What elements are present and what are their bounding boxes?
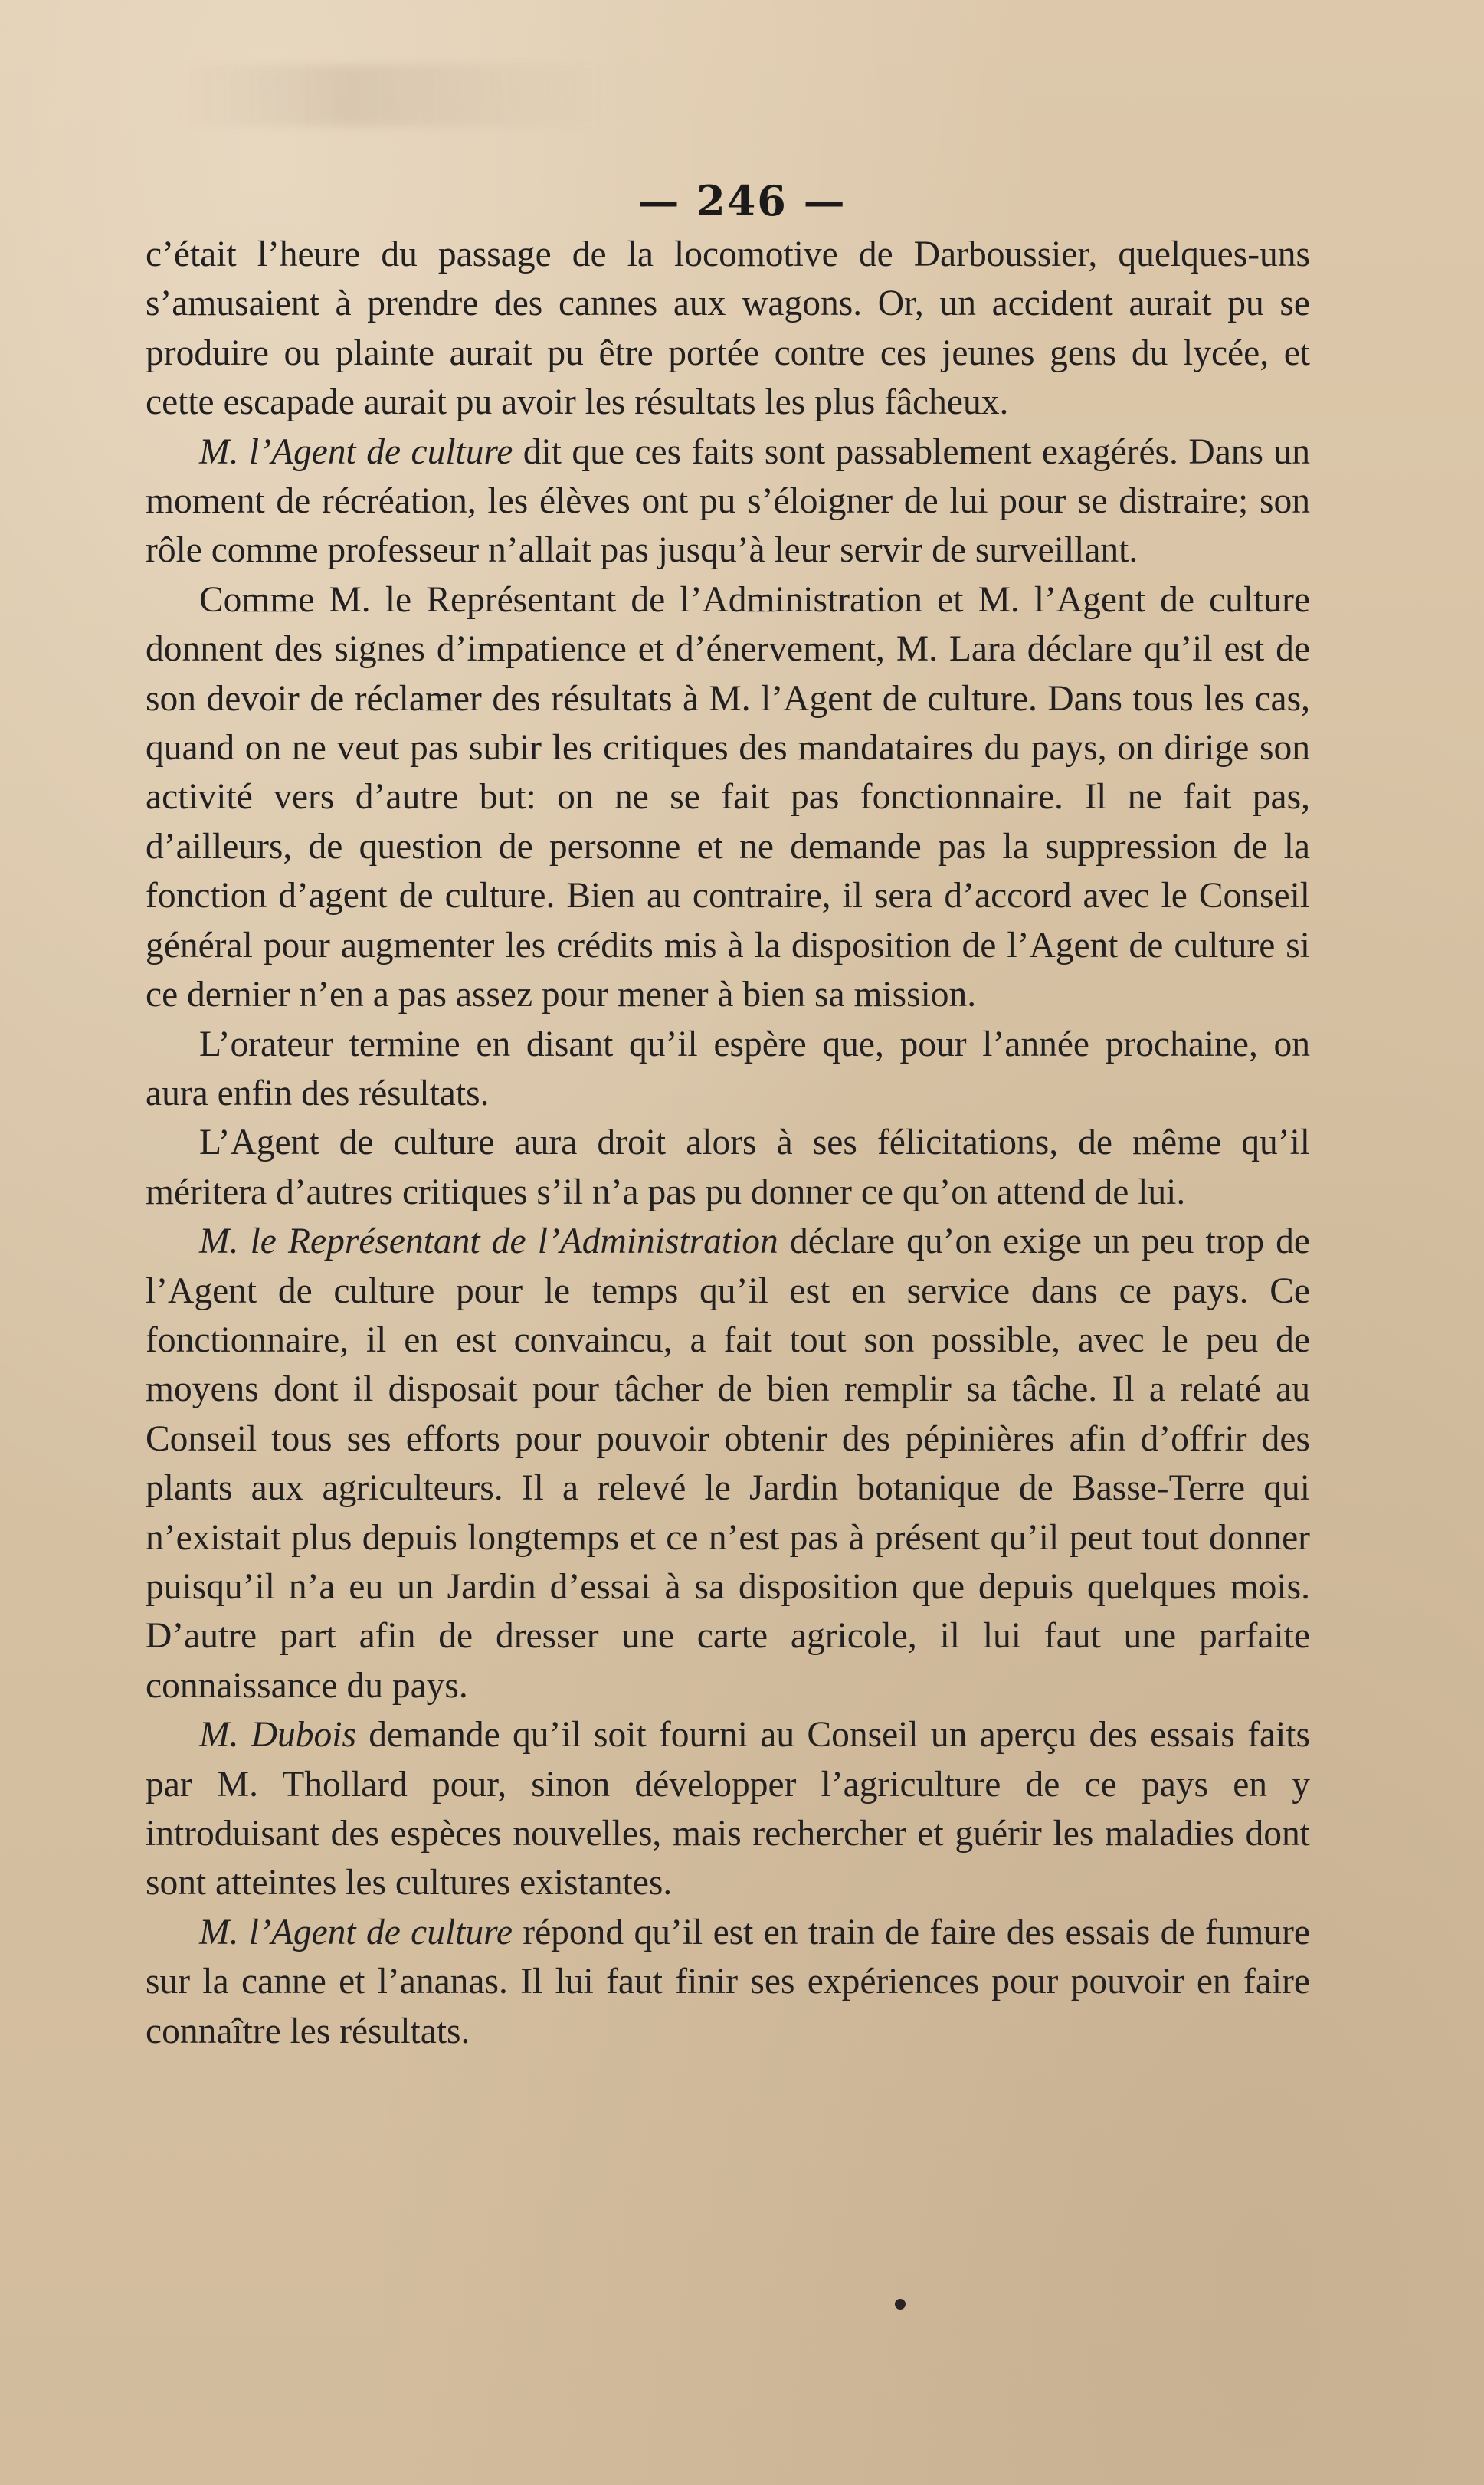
paragraph [146, 1118, 1310, 1217]
paper-stain [176, 65, 605, 126]
paragraph-text: Comme M. le Représentant de l’Administration et M. l’Agent de culture donnent des signes d’impatience et d’énervement, M. Lara déclare qu’il est de son devoir de réclamer des résultats à M. l’Agent de culture. Dans tous les cas, quand on ne veut pas subir les critiques des mandataires du pays, on dirige son activité vers d’autre but: on ne se fait pas fonctionnaire. Il ne fait pas, d’ailleurs, de question de personne et ne demande pas la suppression de la fonction d’agent de culture. Bien au contraire, il sera d’accord avec le Conseil général pour augmenter les crédits mis à la disposition de l’Agent de culture si ce dernier n’en a pas assez pour mener à bien sa mission. [146, 579, 1310, 1015]
page-number: — 246 — [637, 176, 847, 225]
paragraph [146, 428, 1310, 575]
paragraph-text: répond qu’il est en train de faire des essais de fumure sur la canne et l’ananas. Il lui faut finir ses expériences pour pouvoir en faire connaître les résultats. [146, 1912, 1310, 2051]
speaker-name: M. Dubois [199, 1715, 356, 1756]
paragraph-text: dit que ces faits sont passablement exagérés. Dans un moment de récréation, les élèves ont pu s’éloigner de lui pour se distraire; son rôle comme professeur n’allait pas jusqu’à leur servir de surveillant. [146, 431, 1310, 571]
paragraph [146, 1908, 1310, 2056]
paragraph-text: c’était l’heure du passage de la locomotive de Darboussier, quelques-uns s’amusaient à prendre des cannes aux wagons. Or, un accident aurait pu se produire ou plainte aurait pu être portée contre ces jeunes gens du lycée, et cette escapade aurait pu avoir les résultats les plus fâcheux. [146, 234, 1310, 423]
body-text [146, 230, 1310, 2056]
speaker-name: M. l’Agent de culture [199, 1912, 513, 1952]
ink-dot [895, 2299, 906, 2310]
paragraph [146, 1020, 1310, 1119]
paragraph-text: L’orateur termine en disant qu’il espère que, pour l’année prochaine, on aura enfin des résultats. [146, 1024, 1310, 1113]
paragraph-text: déclare qu’on exige un peu trop de l’Agent de culture pour le temps qu’il est en service dans ce pays. Ce fonctionnaire, il en est convaincu, a fait tout son possible, avec le peu de moyens dont il disposait pour tâcher de bien remplir sa tâche. Il a relaté au Conseil tous ses efforts pour pouvoir obtenir des pépinières afin d’offrir des plants aux agriculteurs. Il a relevé le Jardin botanique de Basse-Terre qui n’existait plus depuis longtemps et ce n’est pas à présent qu’il peut tout donner puisqu’il n’a eu un Jardin d’essai à sa disposition que depuis quelques mois. D’autre part afin de dresser une carte agricole, il lui faut une parfaite connaissance du pays. [146, 1221, 1310, 1706]
paragraph [146, 1217, 1310, 1710]
paragraph-text: L’Agent de culture aura droit alors à ses félicitations, de même qu’il méritera d’autres critiques s’il n’a pas pu donner ce qu’on attend de lui. [146, 1123, 1310, 1212]
paragraph-text: demande qu’il soit fourni au Conseil un aperçu des essais faits par M. Thollard pour, sinon développer l’agriculture de ce pays en y introduisant des espèces nouvelles, mais rechercher et guérir les maladies dont sont atteintes les cultures existantes. [146, 1715, 1310, 1903]
paragraph [146, 575, 1310, 1020]
paragraph [146, 1710, 1310, 1908]
paragraph [146, 230, 1310, 428]
speaker-name: M. le Représentant de l’Administration [199, 1221, 778, 1262]
speaker-name: M. l’Agent de culture [199, 431, 513, 472]
